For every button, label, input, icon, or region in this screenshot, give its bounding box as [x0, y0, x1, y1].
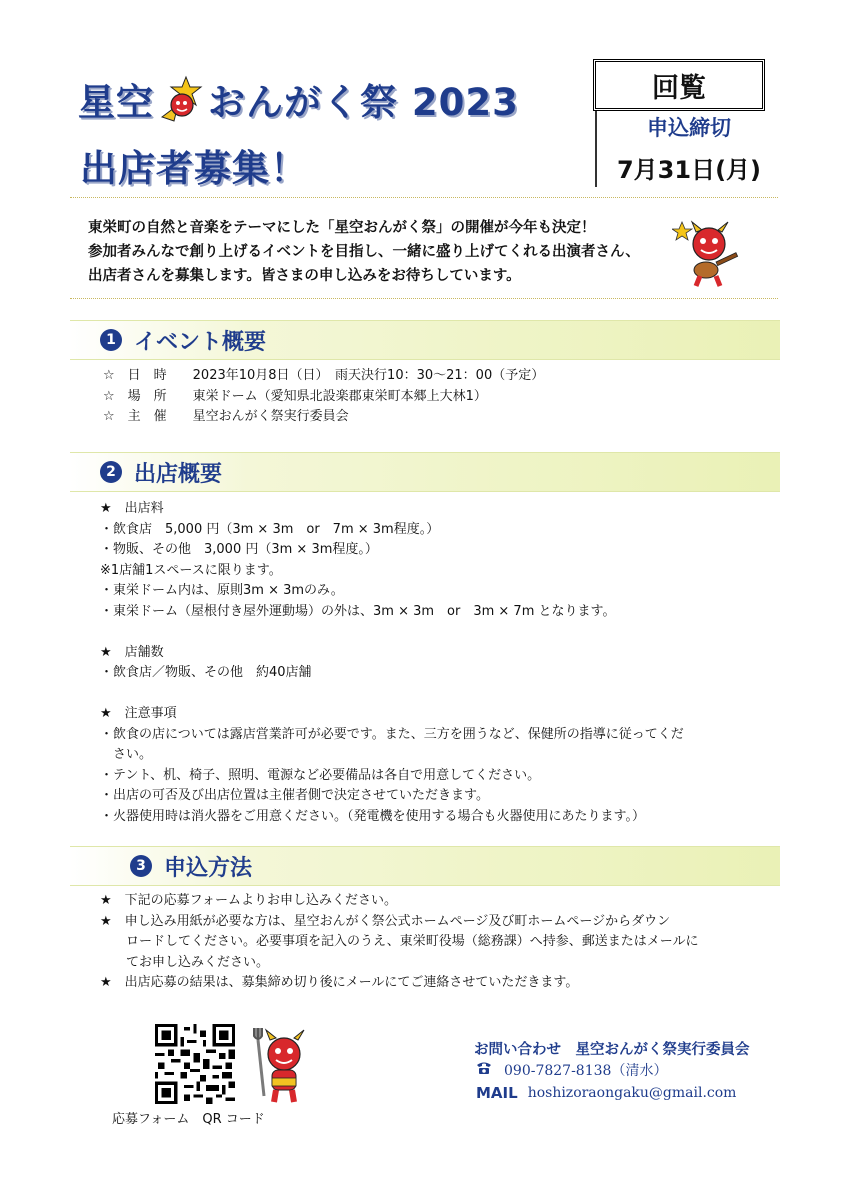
list-item: ★ 注意事項	[100, 706, 177, 721]
title-part-2: おんがく祭 2023	[208, 81, 519, 124]
list-item: ・出店の可否及び出店位置は主催者側で決定させていただきます。	[100, 788, 489, 803]
list-spacer	[100, 622, 684, 643]
intro-text	[88, 216, 640, 288]
list-item: ・火器使用時は消火器をご用意ください。（発電機を使用する場合も火器使用にあたります。）	[100, 808, 645, 824]
qr-code[interactable]	[155, 1024, 235, 1104]
list-item: ※1店舗1スペースに限ります。	[100, 562, 282, 578]
mail-address[interactable]: hoshizoraongaku@gmail.com	[527, 1085, 737, 1101]
list-item: ・飲食店 5,000 円（3m × 3m or 7m × 3m程度。）	[100, 521, 440, 537]
list-item: ロードしてください。必要事項を記入のうえ、東栄町役場（総務課）へ持参、郵送またはメールに	[100, 934, 699, 949]
deadline-date: 7月31日(月)	[616, 156, 762, 184]
section-shop-overview-body	[100, 499, 684, 827]
list-item: さい。	[100, 747, 153, 762]
list-item: ★ 店舗数	[100, 644, 164, 660]
list-item: ★ 出店応募の結果は、募集締め切り後にメールにてご連絡させていただきます。	[100, 975, 579, 990]
star-mascot-icon	[156, 75, 206, 123]
section-event-overview-body	[103, 366, 544, 428]
list-item: ・東栄ドーム内は、原則3m × 3mのみ。	[100, 583, 344, 598]
kairan-box: 回覧	[593, 59, 765, 111]
guitar-mascot-icon	[672, 218, 744, 288]
list-item: ・東栄ドーム（屋根付き屋外運動場）の外は、3m × 3m or 3m × 7m となります。	[100, 603, 616, 619]
trident-mascot-icon	[250, 1026, 316, 1104]
list-item: ・飲食の店については露店営業許可が必要です。また、三方を囲うなど、保健所の指導に従ってくだ	[100, 726, 684, 742]
event-date: ☆ 日 時 2023年10月8日（日） 雨天決行10：30〜21：00（予定）	[103, 368, 545, 383]
section-title: イベント概要	[134, 329, 267, 355]
intro-line: 参加者みんなで創り上げるイベントを目指し、一緒に盛り上げてくれる出演者さん、	[88, 244, 640, 260]
section-number-2: 2	[100, 461, 122, 483]
phone-number[interactable]: 090-7827-8138（清水）	[504, 1063, 668, 1079]
title-line-1	[78, 72, 519, 126]
list-item: ★ 下記の応募フォームよりお申し込みください。	[100, 893, 398, 908]
list-item: ・テント、机、椅子、照明、電源など必要備品は各自で用意してください。	[100, 767, 541, 783]
divider-intro	[70, 298, 778, 299]
contact-title: お問い合わせ 星空おんがく祭実行委員会	[474, 1042, 750, 1058]
intro-line: 東栄町の自然と音楽をテーマにした「星空おんがく祭」の開催が今年も決定！	[88, 220, 596, 236]
mail-row	[476, 1084, 736, 1102]
section-application-body	[100, 891, 699, 994]
section-number-1: 1	[100, 329, 122, 351]
event-organizer: ☆ 主 催 星空おんがく祭実行委員会	[103, 409, 349, 424]
section-application-header	[70, 846, 780, 886]
list-item: ★ 申し込み用紙が必要な方は、星空おんがく祭公式ホームページ及び町ホームページからダウン	[100, 913, 671, 929]
title-line-2: 出店者募集！	[80, 147, 308, 190]
phone-row	[476, 1060, 667, 1080]
qr-caption: 応募フォーム QR コード	[112, 1112, 265, 1127]
section-shop-overview-header	[70, 452, 780, 492]
section-number-3: 3	[130, 855, 152, 877]
mail-label: MAIL	[476, 1084, 518, 1102]
event-venue: ☆ 場 所 東栄ドーム（愛知県北設楽郡東栄町本郷上大林1）	[103, 388, 487, 404]
title-part-1: 星空	[78, 81, 154, 124]
deadline-label: 申込締切	[647, 116, 731, 140]
section-event-overview-header	[70, 320, 780, 360]
section-title: 出店概要	[134, 461, 223, 487]
list-item: ・物販、その他 3,000 円（3m × 3m程度。）	[100, 542, 378, 557]
deadline-divider	[595, 111, 597, 187]
list-item: てお申し込みください。	[100, 954, 270, 970]
phone-icon	[476, 1061, 492, 1079]
list-item: ★ 出店料	[100, 501, 164, 516]
intro-line: 出店者さんを募集します。皆さまの申し込みをお待ちしています。	[88, 268, 521, 284]
list-item: ・飲食店／物販、その他 約40店舗	[100, 665, 312, 680]
section-title: 申込方法	[164, 855, 253, 881]
divider-top	[70, 197, 778, 198]
list-spacer	[100, 684, 684, 705]
